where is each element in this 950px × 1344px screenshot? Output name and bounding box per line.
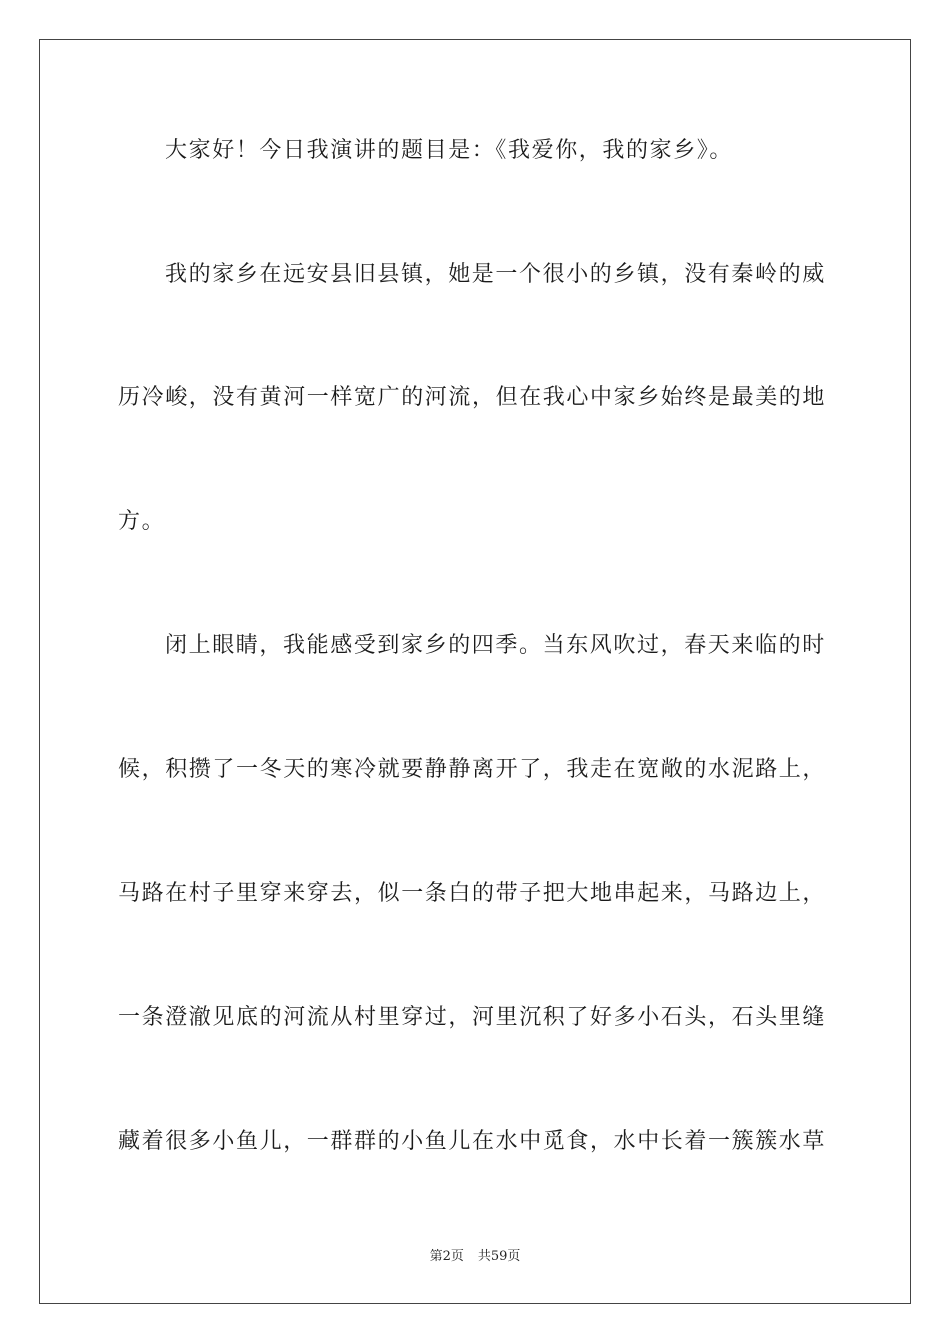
text-line-3: 历冷峻，没有黄河一样宽广的河流，但在我心中家乡始终是最美的地 bbox=[118, 385, 827, 410]
text-line-1: 大家好！今日我演讲的题目是：《我爱你，我的家乡》。 bbox=[165, 138, 734, 163]
text-line-8: 一条澄澈见底的河流从村里穿过，河里沉积了好多小石头，石头里缝 bbox=[118, 1005, 827, 1030]
page-total: 共59页 bbox=[477, 1249, 521, 1264]
text-line-9: 藏着很多小鱼儿，一群群的小鱼儿在水中觅食，水中长着一簇簇水草 bbox=[118, 1129, 827, 1154]
page-number: 第2页 bbox=[429, 1249, 464, 1264]
text-line-4: 方。 bbox=[118, 509, 166, 534]
text-line-7: 马路在村子里穿来穿去，似一条白的带子把大地串起来，马路边上， bbox=[118, 881, 827, 906]
page-footer bbox=[0, 1248, 950, 1266]
text-line-5: 闭上眼睛，我能感受到家乡的四季。当东风吹过，春天来临的时 bbox=[165, 633, 826, 658]
text-line-2: 我的家乡在远安县旧县镇，她是一个很小的乡镇，没有秦岭的威 bbox=[165, 262, 826, 287]
page-border bbox=[39, 39, 911, 1304]
text-line-6: 候，积攒了一冬天的寒冷就要静静离开了，我走在宽敞的水泥路上， bbox=[118, 757, 827, 782]
